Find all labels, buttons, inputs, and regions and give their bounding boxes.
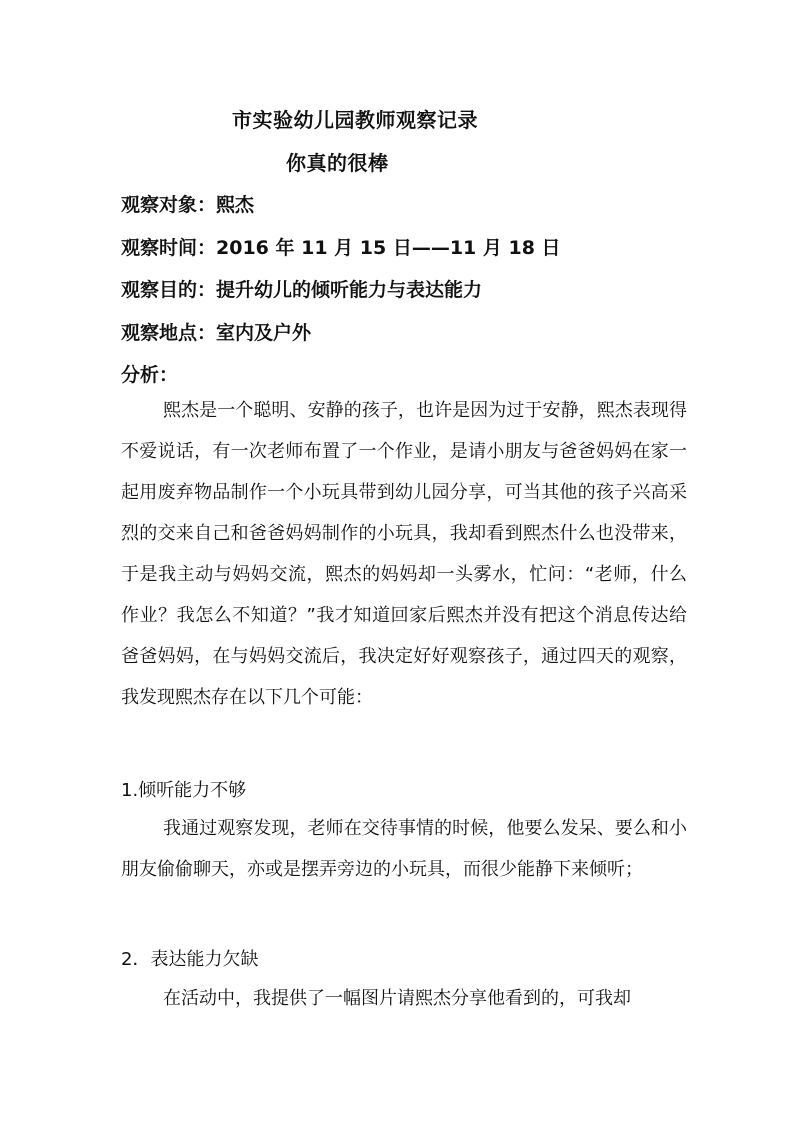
observation-subject: 观察对象：熙杰 xyxy=(121,194,255,216)
analysis-heading: 分析： xyxy=(121,364,179,386)
item-2-paragraph: 在活动中，我提供了一幅图片请熙杰分享他看到的，可我却 xyxy=(163,988,631,1009)
item-1-paragraph: 我通过观察发现，老师在交待事情的时候，他要么发呆、要么和小朋友偷偷聊天，亦或是摆弄旁边的小玩具，而很少能静下来倾听； xyxy=(121,818,687,880)
observation-time: 观察时间：2016 年 11 月 15 日——11 月 18 日 xyxy=(121,237,561,259)
document-title: 市实验幼儿园教师观察记录 xyxy=(232,108,478,132)
item-1-heading: 1.倾听能力不够 xyxy=(121,780,247,801)
analysis-paragraph: 熙杰是一个聪明、安静的孩子，也许是因为过于安静，熙杰表现得不爱说话，有一次老师布置了一个作业，是请小朋友与爸爸妈妈在家一起用废弃物品制作一个小玩具带到幼儿园分享，可当其他的孩子兴高采烈的交来自己和爸爸妈妈制作的小玩具，我却看到熙杰什么也没带来，于是我主动与妈妈交流，熙杰的妈妈却一头雾水，忙问：“老师，什么作业？我怎么不知道？”我才知道回家后熙杰并没有把这个消息传达给爸爸妈妈，在与妈妈交流后，我决定好好观察孩子，通过四天的观察，我发现熙杰存在以下几个可能： xyxy=(121,400,687,708)
observation-purpose: 观察目的：提升幼儿的倾听能力与表达能力 xyxy=(121,279,483,301)
item-2-heading: 2．表达能力欠缺 xyxy=(121,949,259,970)
document-subtitle: 你真的很棒 xyxy=(286,151,389,175)
observation-location: 观察地点：室内及户外 xyxy=(121,322,312,344)
